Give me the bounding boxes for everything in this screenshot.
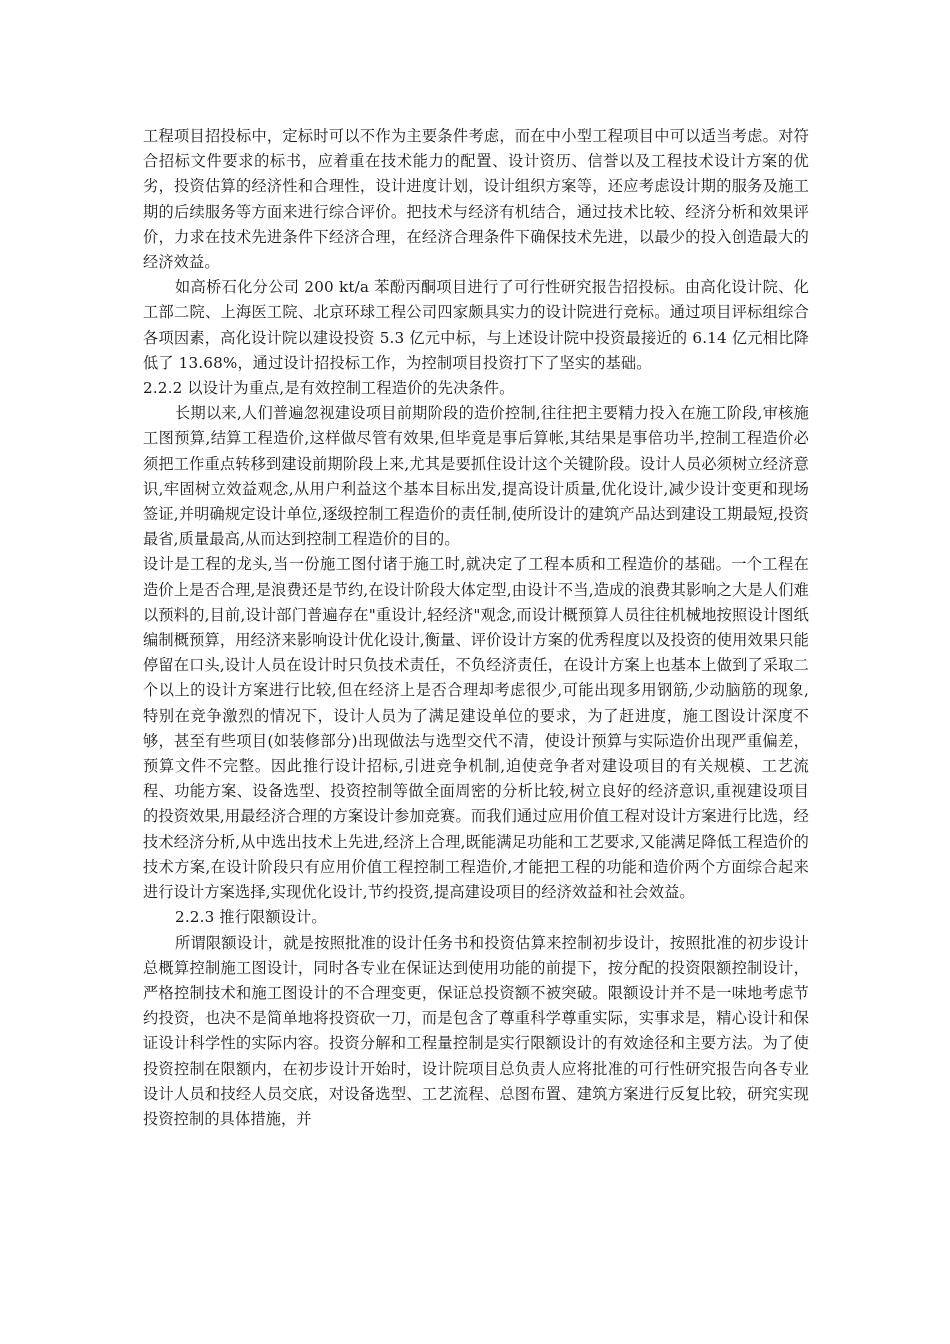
- section-heading-2-2-2: 2.2.2 以设计为重点,是有效控制工程造价的先决条件。: [143, 379, 515, 398]
- paragraph-design-is-leader: 设计是工程的龙头,当一份施工图付诸于施工时,就决定了工程本质和工程造价的基础。一个工程在造价上是否合理,是浪费还是节约,在设计阶段大体定型,由设计不当,造成的浪费其影响之大是人们难以预料的,目前,设计部门普遍存在"重设计,轻经济"观念,而设计概预算人员往往机械地按照设计图纸编制概预算，用经济来影响设计优化设计,衡量、评价设计方案的优秀程度以及投资的使用效果只能停留在口头,设计人员在设计时只负技术责任，不负经济责任，在设计方案上也基本上做到了采取二个以上的设计方案进行比较,但在经济上是否合理却考虑很少,可能出现多用钢筋,少动脑筋的现象, 特别在竞争激烈的情况下，设计人员为了满足建设单位的要求，为了赶进度，施工图设计深度不够，甚至有些项目(如装修部分)出现做法与选型交代不清，使设计预算与实际造价出现严重偏差，预算文件不完整。因此推行设计招标,引进竞争机制,迫使竞争者对建设项目的有关规模、工艺流程、功能方案、设备选型、投资控制等做全面周密的分析比较,树立良好的经济意识,重视建设项目的投资效果,用最经济合理的方案设计参加竞赛。而我们通过应用价值工程对设计方案进行比选，经技术经济分析,从中选出技术上先进,经济上合理,既能满足功能和工艺要求,又能满足降低工程造价的技术方案,在设计阶段只有应用价值工程控制工程造价,才能把工程的功能和造价两个方面综合起来进行设计方案选择,实现优化设计,节约投资,提高建设项目的经济效益和社会效益。: [143, 555, 809, 902]
- document-body: [143, 124, 809, 1132]
- paragraph-limit-design: 所谓限额设计，就是按照批准的设计任务书和投资估算来控制初步设计，按照批准的初步设计总概算控制施工图设计，同时各专业在保证达到使用功能的前提下，按分配的投资限额控制设计，严格控制技术和施工图设计的不合理变更，保证总投资额不被突破。限额设计并不是一味地考虑节约投资，也决不是简单地将投资砍一刀，而是包含了尊重科学尊重实际，实事求是，精心设计和保证设计科学性的实际内容。投资分解和工程量控制是实行限额设计的有效途径和主要方法。为了使投资控制在限额内，在初步设计开始时，设计院项目总负责人应将批准的可行性研究报告向各专业设计人员和技经人员交底，对设备选型、工艺流程、总图布置、建筑方案进行反复比较，研究实现投资控制的具体措施，并: [143, 933, 809, 1128]
- paragraph-design-phase-control: 长期以来,人们普遍忽视建设项目前期阶段的造价控制,往往把主要精力投入在施工阶段,审核施工图预算,结算工程造价,这样做尽管有效果,但毕竟是事后算帐,其结果是事倍功半,控制工程造价必须把工作重点转移到建设前期阶段上来,尤其是要抓住设计这个关键阶段。设计人员必须树立经济意识,牢固树立效益观念,从用户利益这个基本目标出发,提高设计质量,优化设计,减少设计变更和现场签证,并明确规定设计单位,逐级控制工程造价的责任制,使所设计的建筑产品达到建设工期最短,投资最省,质量最高,从而达到控制工程造价的目的。: [143, 404, 809, 549]
- paragraph-gaoqiao-example: 如高桥石化分公司 200 kt/a 苯酚丙酮项目进行了可行性研究报告招投标。由高化设计院、化工部二院、上海医工院、北京环球工程公司四家颇具实力的设计院进行竞标。通过项目评标组综合各项因素，高化设计院以建设投资 5.3 亿元中标，与上述设计院中投资最接近的 6.14 亿元相比降低了 13.68%，通过设计招投标工作，为控制项目投资打下了坚实的基础。: [143, 278, 809, 372]
- paragraph-eval-criteria: 工程项目招投标中，定标时可以不作为主要条件考虑，而在中小型工程项目中可以适当考虑。对符合招标文件要求的标书，应着重在技术能力的配置、设计资历、信誉以及工程技术设计方案的优劣，投资估算的经济性和合理性，设计进度计划，设计组织方案等，还应考虑设计期的服务及施工期的后续服务等方面来进行综合评价。把技术与经济有机结合，通过技术比较、经济分析和效果评价，力求在技术先进条件下经济合理，在经济合理条件下确保技术先进，以最少的投入创造最大的经济效益。: [143, 127, 809, 272]
- section-heading-2-2-3: 2.2.3 推行限额设计。: [175, 908, 327, 927]
